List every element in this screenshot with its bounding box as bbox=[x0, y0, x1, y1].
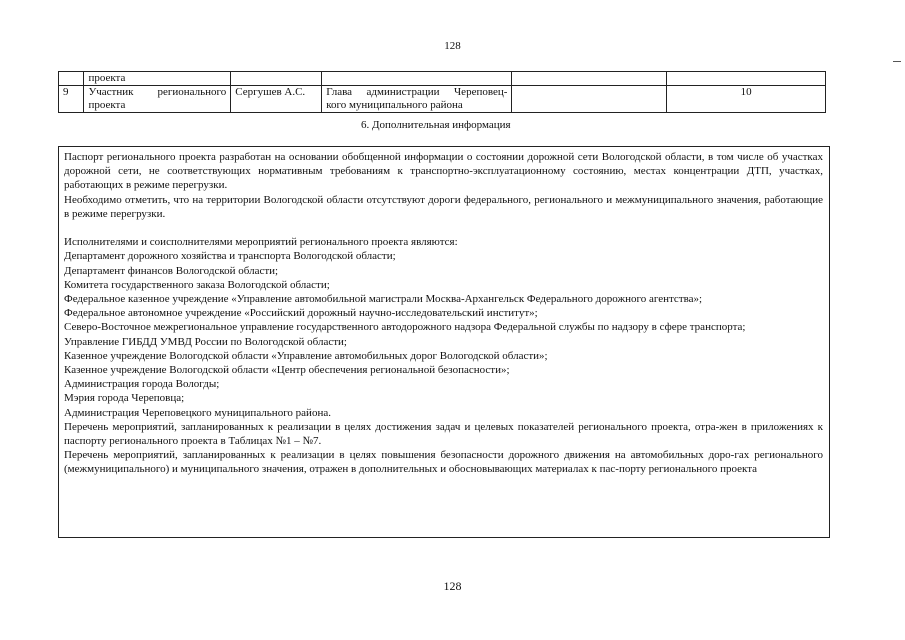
edge-mark bbox=[893, 61, 901, 62]
executor-item: Северо-Восточное межрегиональное управление государственного автодорожного надзора Федеральной службы по надзору в сфере транспорта; bbox=[64, 321, 746, 334]
executor-item: Администрация города Вологды; bbox=[64, 378, 220, 391]
cell-num: 9 bbox=[59, 86, 84, 113]
position-line: кого муниципального района bbox=[326, 99, 463, 111]
cell-position-empty bbox=[322, 72, 512, 86]
executor-item: Управление ГИБДД УМВД России по Вологодской области; bbox=[64, 335, 347, 348]
info-paragraph: Необходимо отметить, что на территории Вологодской области отсутствуют дороги федерального, регионального и межмуниципального значения, работающие в режиме перегрузки. bbox=[64, 193, 823, 220]
info-paragraph: Перечень мероприятий, запланированных к реализации в целях повышения безопасности дорожного движения на автомобильных доро-гах регионального (межмуниципального) и муниципального значения, отражен в дополнительных и обосновывающих материалах к пас-порту регионального проекта bbox=[64, 449, 823, 476]
cell-name: Сергушев А.С. bbox=[231, 86, 322, 113]
additional-info-box bbox=[58, 146, 830, 538]
cell-empty bbox=[512, 72, 667, 86]
cell-empty bbox=[512, 86, 667, 113]
table-row bbox=[59, 86, 826, 113]
executor-item: Комитета государственного заказа Вологодской области; bbox=[64, 278, 330, 291]
executor-item: Мэрия города Череповца; bbox=[64, 392, 185, 405]
position-word: Глава bbox=[326, 86, 353, 98]
role-word: регионального bbox=[157, 86, 227, 98]
executor-item: Казенное учреждение Вологодской области «Управление автомобильных дорог Вологодской области»; bbox=[64, 349, 548, 362]
executor-item: Казенное учреждение Вологодской области «Центр обеспечения региональной безопасности»; bbox=[64, 364, 510, 377]
executor-item: Департамент финансов Вологодской области; bbox=[64, 264, 279, 277]
cell-value: 10 bbox=[667, 86, 826, 113]
spacer bbox=[64, 221, 823, 235]
executor-item: Федеральное казенное учреждение «Управление автомобильной магистрали Москва-Архангельск Федерального дорожного агентства»; bbox=[64, 293, 703, 306]
cell-role: проекта bbox=[84, 72, 231, 86]
role-word: Участник bbox=[88, 86, 134, 98]
info-paragraph: Паспорт регионального проекта разработан на основании обобщенной информации о состоянии дорожной сети Вологодской области, в том числе об участках дорожной сети, не соответствующих нормативным требованиям к транспортно-эксплуатационному состоянию, местах концентрации ДТП, участках, работающих в режиме перегрузки. bbox=[64, 151, 823, 192]
cell-position bbox=[322, 86, 512, 113]
cell-name-empty bbox=[231, 72, 322, 86]
role-line: проекта bbox=[88, 99, 126, 111]
section-title: 6. Дополнительная информация bbox=[361, 119, 511, 131]
page-number-bottom: 128 bbox=[443, 579, 462, 593]
position-word: Череповец- bbox=[454, 86, 508, 98]
table-row bbox=[59, 72, 826, 86]
cell-empty bbox=[667, 72, 826, 86]
cell-num-empty bbox=[59, 72, 84, 86]
page-number-top: 128 bbox=[444, 40, 461, 52]
position-word: администрации bbox=[366, 86, 440, 98]
executor-item: Администрация Череповецкого муниципального района. bbox=[64, 406, 331, 419]
participants-table bbox=[58, 71, 826, 113]
executor-item: Федеральное автономное учреждение «Российский дорожный научно-исследовательский институт»; bbox=[64, 307, 538, 320]
executors-intro: Исполнителями и соисполнителями мероприятий регионального проекта являются: bbox=[64, 236, 458, 249]
info-paragraph: Перечень мероприятий, запланированных к реализации в целях достижения задач и целевых показателей регионального проекта, отра-жен в приложениях к паспорту регионального проекта в Таблицах №1 – №7. bbox=[64, 420, 823, 448]
executor-item: Департамент дорожного хозяйства и транспорта Вологодской области; bbox=[64, 250, 396, 263]
cell-role bbox=[84, 86, 231, 113]
